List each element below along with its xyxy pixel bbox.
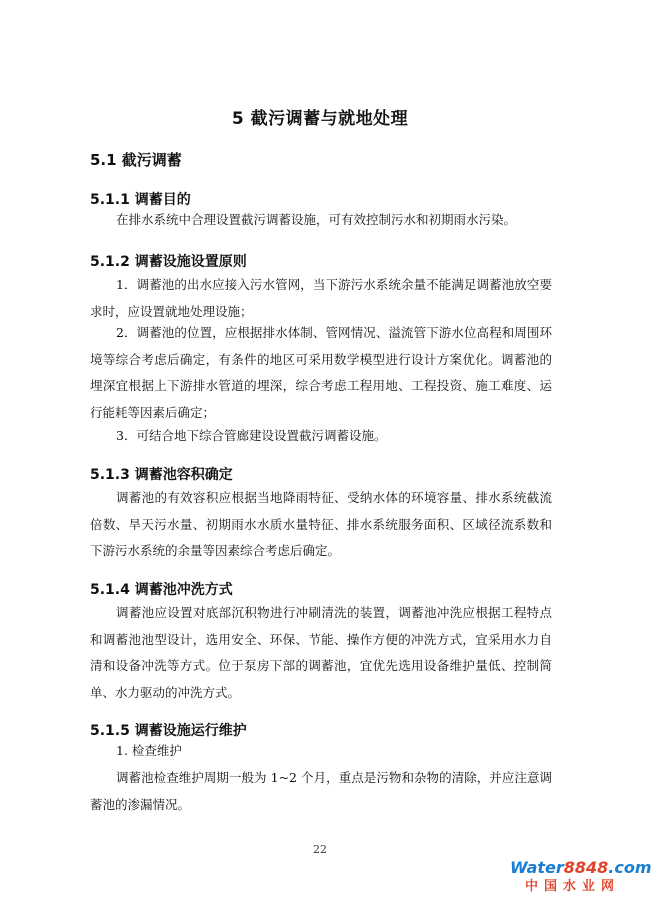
watermark-brand-domain: .com [608, 858, 652, 877]
subsection-heading-5-1-2: 5.1.2 调蓄设施设置原则 [90, 254, 247, 270]
subsection-heading-5-1-4: 5.1.4 调蓄池冲洗方式 [90, 582, 233, 598]
paragraph-5-1-2-item2: 2．调蓄池的位置，应根据排水体制、管网情况、溢流管下游水位高程和周围环境等综合考虑后确定，有条件的地区可采用数学模型进行设计方案优化。调蓄池的埋深宜根据上下游排水管道的埋深，综合考虑工程用地、工程投资、施工难度、运行能耗等因素后确定； [90, 325, 552, 420]
paragraph-5-1-5-item1: 1. 检查维护 [116, 743, 182, 758]
chapter-title: 5 截污调蓄与就地处理 [231, 109, 409, 129]
paragraph-5-1-1: 在排水系统中合理设置截污调蓄设施，可有效控制污水和初期雨水污染。 [116, 212, 517, 227]
section-heading-5-1: 5.1 截污调蓄 [90, 151, 182, 169]
watermark-logo [510, 858, 652, 896]
page-number: 22 [313, 843, 327, 856]
subsection-heading-5-1-5: 5.1.5 调蓄设施运行维护 [90, 723, 247, 739]
paragraph-5-1-4: 调蓄池应设置对底部沉积物进行冲刷清洗的装置，调蓄池冲洗应根据工程特点和调蓄池池型设计，选用安全、环保、节能、操作方便的冲洗方式，宜采用水力自清和设备冲洗等方式。位于泵房下部的调蓄池，宜优先选用设备维护量低、控制简单、水力驱动的冲洗方式。 [90, 605, 552, 700]
paragraph-5-1-5: 调蓄池检查维护周期一般为 1~2 个月，重点是污物和杂物的清除，并应注意调蓄池的渗漏情况。 [90, 770, 552, 812]
watermark-brand [510, 858, 652, 878]
paragraph-5-1-3: 调蓄池的有效容积应根据当地降雨特征、受纳水体的环境容量、排水系统截流倍数、旱天污水量、初期雨水水质水量特征、排水系统服务面积、区域径流系数和下游污水系统的余量等因素综合考虑后确定。 [90, 490, 552, 558]
subsection-heading-5-1-1: 5.1.1 调蓄目的 [90, 192, 191, 208]
subsection-heading-5-1-3: 5.1.3 调蓄池容积确定 [90, 467, 233, 483]
paragraph-5-1-2-item1: 1．调蓄池的出水应接入污水管网，当下游污水系统余量不能满足调蓄池放空要求时，应设置就地处理设施； [90, 277, 552, 319]
watermark-brand-number: 8848 [563, 858, 609, 877]
paragraph-5-1-2-item3: 3．可结合地下综合管廊建设设置截污调蓄设施。 [116, 428, 387, 443]
watermark-brand-word: Water [510, 858, 564, 877]
watermark-tagline: 中国水业网 [524, 879, 620, 894]
